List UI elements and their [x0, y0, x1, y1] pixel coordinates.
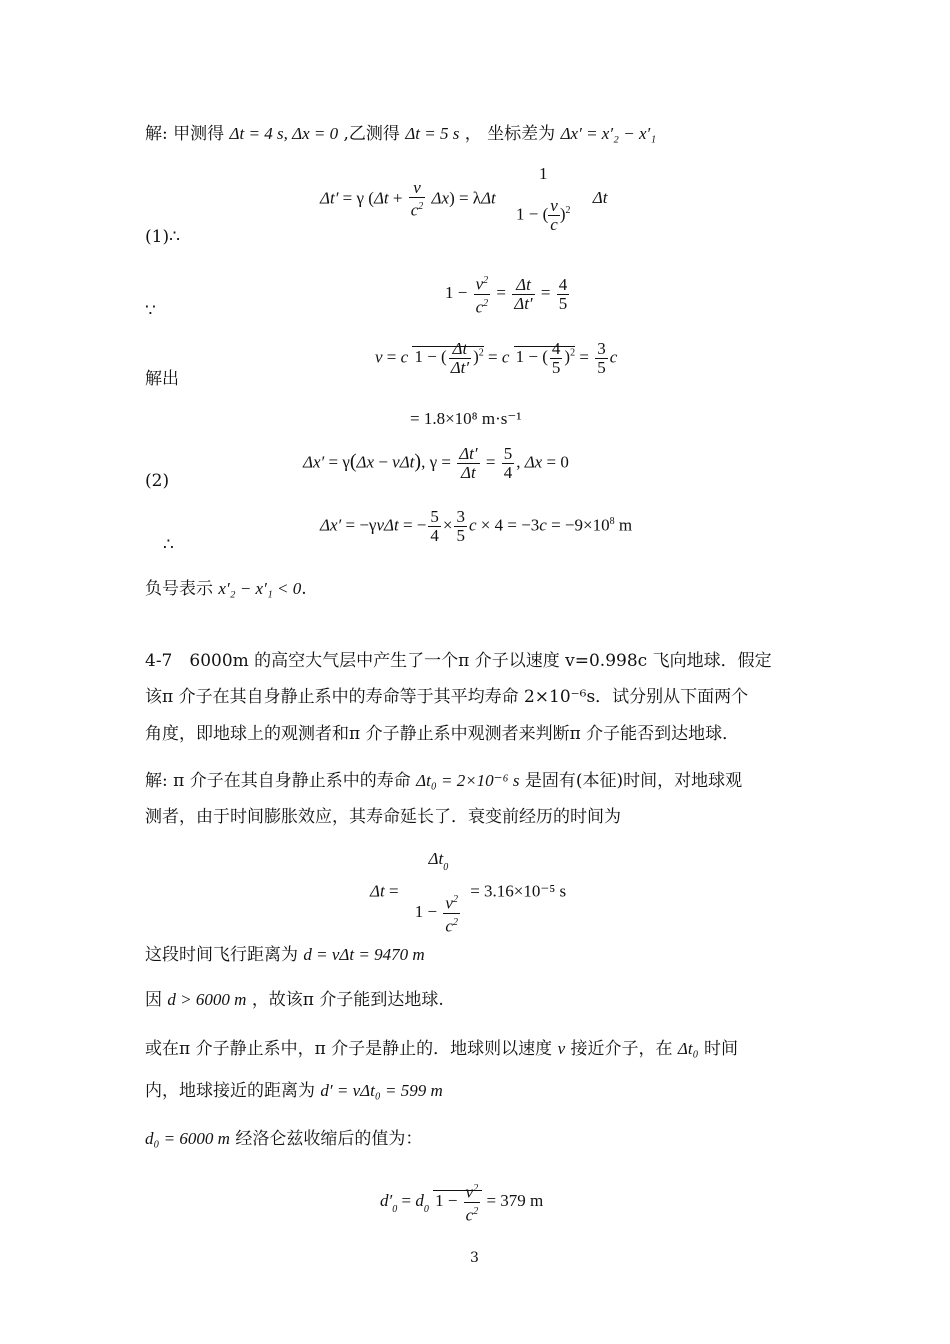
- step-label-1: (1)∴: [145, 227, 180, 247]
- velocity-solution-equation: v = c 1 − ( $\frac{\Delta t}{\Delta t'}$ )$^2$ = c 1 − ( $\frac{4}{5}$ )$^2$ = $\frac{3}{5}$ c: [375, 339, 618, 377]
- solution-line-1: [145, 123, 656, 145]
- approach-distance: d′ = vΔt₀ = 599 m: [320, 1081, 443, 1100]
- alt-frame-text-c: 时间: [703, 1039, 738, 1059]
- solution-47-prefix: 解: π 介子在其自身静止系中的寿命: [145, 771, 411, 791]
- solution-prefix: 解: 甲测得: [145, 124, 225, 144]
- jia-measurement: Δt = 4 s, Δx = 0: [229, 124, 339, 143]
- alt-frame-text-a: 或在π 介子静止系中，π 介子是静止的．地球则以速度: [145, 1039, 553, 1059]
- sign-note-prefix: 负号表示: [145, 579, 213, 599]
- rest-distance: d₀ = 6000 m: [145, 1129, 230, 1148]
- distance-prefix: 这段时间飞行距离为: [145, 945, 298, 965]
- time-dilation-equation: Δt′ = γ (Δt + $\frac{v}{c^2}$ Δx) = λΔt 1 1 − ( $\frac{v}{c}$ )$^2$ Δt: [320, 164, 608, 234]
- alt-frame-line-2: [145, 1080, 443, 1102]
- problem-47-line-3: 角度，即地球上的观测者和π 介子静止系中观测者来判断π 介子能否到达地球．: [145, 724, 740, 744]
- lorentz-line: [145, 1128, 422, 1150]
- yi-prefix: ,乙测得: [343, 124, 400, 144]
- dilated-time-result: = 3.16×10⁻⁵ s: [470, 881, 567, 901]
- contracted-length-result: = 379 m: [486, 1191, 544, 1211]
- step-label-2: (2): [145, 471, 170, 491]
- speed-result: = 1.8×10⁸ m·s⁻¹: [410, 409, 522, 428]
- proper-lifetime: Δt₀ = 2×10⁻⁶ s: [416, 771, 520, 790]
- cause-math: d > 6000 m: [167, 990, 247, 1009]
- cause-suffix: ，故该π 介子能到达地球.: [251, 990, 444, 1010]
- problem-47-line-1: 4-7 6000m 的高空大气层中产生了一个π 介子以速度 v=0.998c 飞向地球．假定: [145, 651, 772, 671]
- contracted-length-equation: $d'_0 = d_0$ 1 − $\frac{v^2}{c^2}$ = 379 m: [380, 1180, 543, 1224]
- sign-note: [145, 578, 307, 600]
- cause-line: [145, 989, 444, 1011]
- dx-result-equation: Δx′ = −γvΔt = − $\frac{5}{4}$ × $\frac{3}{5}$ $c \times 4 = -3c = -9\times 10^8$ m: [320, 507, 633, 545]
- lorentz-text: 经洛仑兹收缩后的值为：: [235, 1129, 423, 1149]
- solution-47-line-2: 测者，由于时间膨胀效应，其寿命延长了．衰变前经历的时间为: [145, 807, 621, 827]
- sign-note-suffix: .: [301, 579, 307, 599]
- yi-measurement: Δt = 5 s: [405, 124, 460, 143]
- velocity-ratio-equation: 1 − $\frac{v^2}{c^2}$ = $\frac{\Delta t}{\Delta t'}$ = $\frac{4}{5}$: [445, 272, 571, 316]
- page-number: 3: [470, 1250, 479, 1266]
- dilated-time-equation: Δt = $\Delta t_0$ 1 − $\frac{v^2}{c^2}$ = 3.16×10⁻⁵ s: [370, 849, 567, 936]
- lorentz-dx-equation: Δx′ = γ(Δx − vΔt), γ = $\frac{\Delta t'}{\Delta t}$ = $\frac{5}{4}$ , Δx = 0: [303, 444, 569, 482]
- alt-frame-prefix: 内，地球接近的距离为: [145, 1081, 315, 1101]
- coord-diff-prefix: ， 坐标差为: [464, 124, 556, 144]
- solution-47-line-1: [145, 770, 742, 792]
- therefore-symbol: ∴: [163, 535, 174, 555]
- solution-47-suffix: 是固有(本征)时间，对地球观: [524, 771, 743, 791]
- alt-frame-v: v: [557, 1039, 566, 1058]
- problem-47-line-2: 该π 介子在其自身静止系中的寿命等于其平均寿命 2×10⁻⁶s．试分别从下面两个: [145, 687, 749, 707]
- distance-math: d = vΔt = 9470 m: [303, 945, 425, 964]
- cause-prefix: 因: [145, 990, 162, 1010]
- because-symbol: ∵: [145, 301, 156, 321]
- alt-frame-text-b: 接近介子，在: [570, 1039, 673, 1059]
- alt-frame-dt0: Δt₀: [677, 1039, 699, 1058]
- alt-frame-line-1: [145, 1038, 738, 1060]
- solve-label: 解出: [145, 369, 179, 389]
- sign-note-math: x′₂ − x′₁ < 0: [218, 579, 302, 598]
- distance-line: [145, 944, 425, 966]
- coord-diff-expr: Δx′ = x′₂ − x′₁: [560, 124, 657, 143]
